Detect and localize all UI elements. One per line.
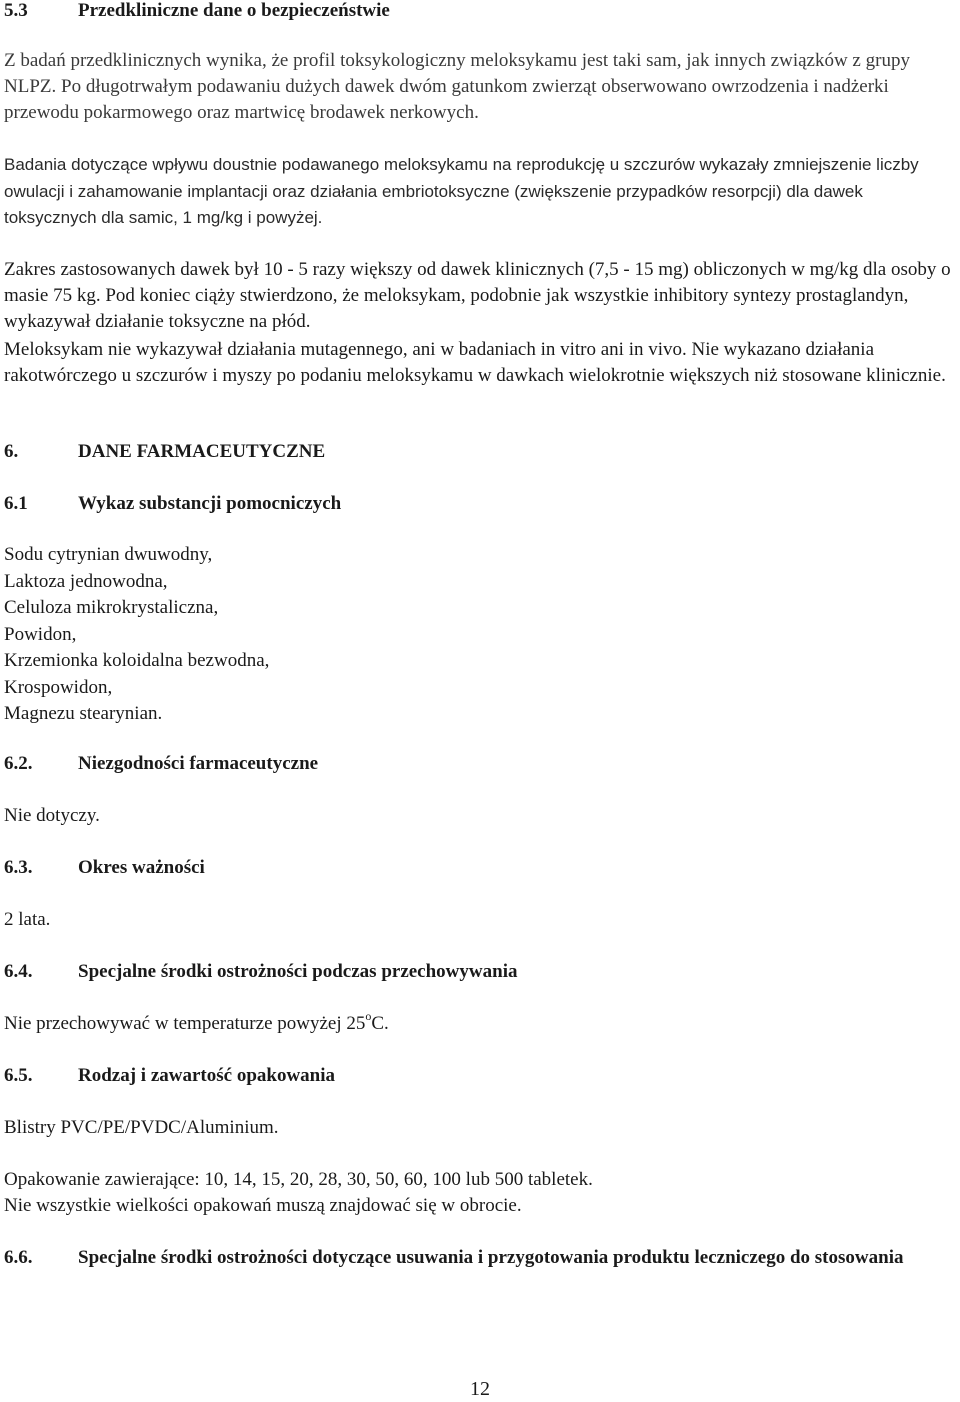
section-title: Wykaz substancji pomocniczych — [78, 493, 342, 514]
section-title: DANE FARMACEUTYCZNE — [78, 441, 326, 462]
packaging-availability-text: Nie wszystkie wielkości opakowań muszą znajdować się w obrocie. — [4, 1195, 522, 1216]
storage-text-unit: C. — [371, 1013, 389, 1034]
excipients-list — [4, 542, 269, 728]
packaging-sizes-text: Opakowanie zawierające: 10, 14, 15, 20, 28, 30, 50, 60, 100 lub 500 tabletek. — [4, 1169, 593, 1190]
section-heading-6-6 — [4, 1245, 956, 1271]
section-title: Specjalne środki ostrożności dotyczące usuwania i przygotowania produktu leczniczego do stosowania — [78, 1247, 904, 1268]
list-item: Krospowidon, — [4, 676, 113, 698]
section-heading-6-5 — [4, 1063, 956, 1089]
paragraph-reproduction-studies: Badania dotyczące wpływu doustnie podawanego meloksykamu na reprodukcję u szczurów wykazały zmniejszenie liczby owulacji i zahamowanie implantacji oraz działania embriotoksyczne (zwiększenie przypadków resorpcji) dla dawek toksycznych dla samic, 1 mg/kg i powyżej. — [4, 155, 919, 227]
section-number: 6. — [4, 441, 19, 462]
section-heading-6-3 — [4, 855, 956, 881]
section-number: 6.6. — [4, 1247, 33, 1268]
storage-text-main: Nie przechowywać w temperaturze powyżej 25 — [4, 1013, 366, 1034]
list-item: Magnezu stearynian. — [4, 703, 163, 724]
section-heading-6 — [4, 439, 956, 465]
section-title: Okres ważności — [78, 857, 205, 878]
section-number: 5.3 — [4, 0, 28, 21]
list-item: Laktoza jednowodna, — [4, 570, 168, 592]
list-item: Celuloza mikrokrystaliczna, — [4, 597, 219, 618]
paragraph-preclinical-toxicity: Z badań przedklinicznych wynika, że profil toksykologiczny meloksykamu jest taki sam, jak innych związków z grupy NLPZ. Po długotrwałym podawaniu dużych dawek dwóm gatunkom zwierząt obserwowano owrzodzenia i nadżerki przewodu pokarmowego oraz martwicę brodawek nerkowych. — [4, 50, 910, 123]
section-title: Przedkliniczne dane o bezpieczeństwie — [78, 0, 390, 21]
page-number: 12 — [470, 1378, 490, 1400]
packaging-material-text: Blistry PVC/PE/PVDC/Aluminium. — [4, 1117, 279, 1138]
paragraph-dose-range: Zakres zastosowanych dawek był 10 - 5 razy większy od dawek klinicznych (7,5 - 15 mg) obliczonych w mg/kg dla osoby o masie 75 kg. Pod koniec ciąży stwierdzono, że meloksykam, podobnie jak wszystkie inhibitory syntezy prostaglandyn, wykazywał działanie toksyczne na płód. — [4, 259, 951, 332]
section-title: Niezgodności farmaceutyczne — [78, 753, 319, 774]
section-number: 6.5. — [4, 1065, 33, 1086]
section-number: 6.2. — [4, 753, 33, 774]
section-heading-5-3 — [4, 0, 956, 24]
shelf-life-text: 2 lata. — [4, 909, 51, 930]
section-heading-6-2 — [4, 751, 956, 777]
list-item: Krzemionka koloidalna bezwodna, — [4, 650, 270, 671]
section-heading-6-1 — [4, 491, 956, 517]
section-number: 6.4. — [4, 961, 33, 982]
section-heading-6-4 — [4, 959, 956, 985]
list-item: Powidon, — [4, 623, 77, 645]
storage-text — [4, 1008, 956, 1037]
section-number: 6.1 — [4, 493, 28, 514]
section-title: Specjalne środki ostrożności podczas przechowywania — [78, 961, 518, 982]
section-title: Rodzaj i zawartość opakowania — [78, 1065, 336, 1086]
section-number: 6.3. — [4, 857, 33, 878]
paragraph-mutagenicity: Meloksykam nie wykazywał działania mutagennego, ani w badaniach in vitro ani in vivo. Nie wykazano działania rakotwórczego u szczurów i myszy po podaniu meloksykamu w dawkach wielokrotnie większych niż stosowane klinicznie. — [4, 339, 946, 386]
list-item: Sodu cytrynian dwuwodny, — [4, 544, 213, 565]
degree-symbol: o — [365, 1008, 372, 1023]
incompatibilities-text: Nie dotyczy. — [4, 805, 100, 826]
